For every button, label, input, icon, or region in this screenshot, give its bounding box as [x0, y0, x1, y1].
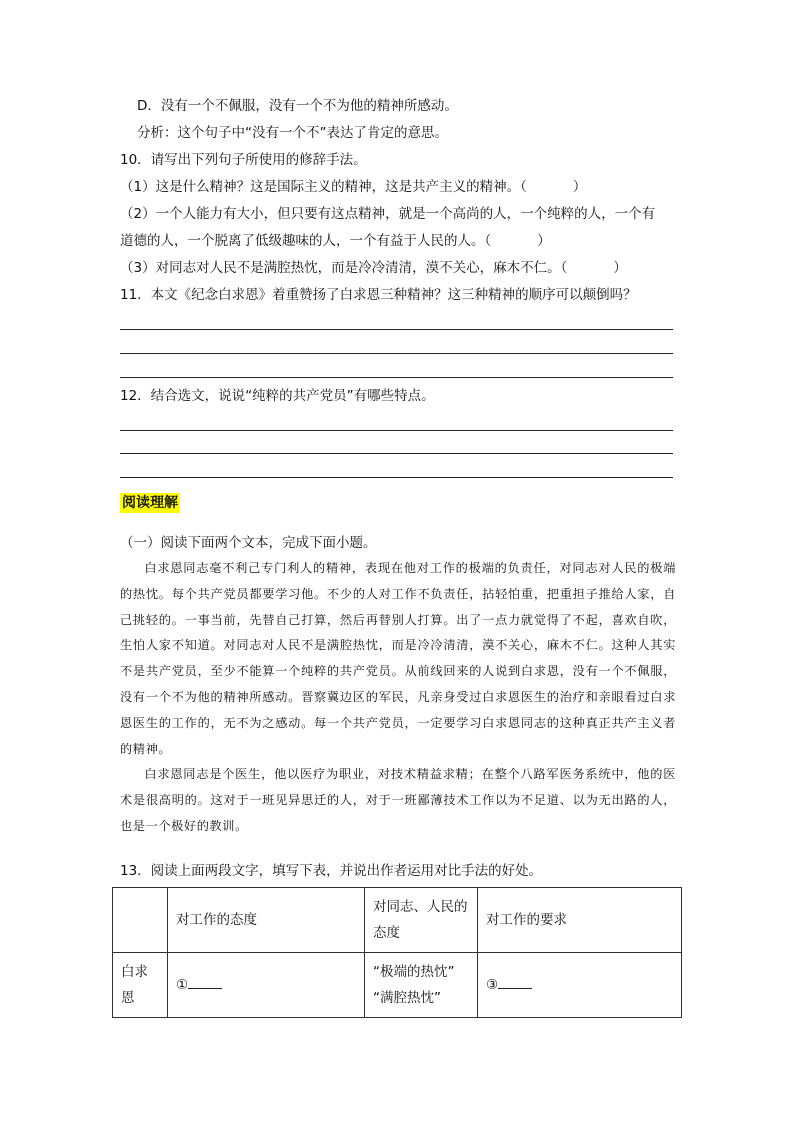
- q10-item-1: [120, 178, 586, 196]
- section-title-reading: 阅读理解: [122, 495, 178, 511]
- q12-stem: 12．结合选文，说说“纯粹的共产党员”有哪些特点。: [120, 388, 435, 404]
- table-header-cell: 对工作的要求: [478, 888, 682, 953]
- q10-item-3: [120, 259, 627, 277]
- q12-answer-line-1[interactable]: [120, 430, 673, 431]
- table-header-cell: 对工作的态度: [168, 888, 365, 953]
- q10-item-1-text: （1）这是什么精神？这是国际主义的精神，这是共产主义的精神。（: [120, 179, 527, 195]
- answer-blank-3[interactable]: [498, 974, 532, 989]
- answer-blank-1[interactable]: [188, 974, 222, 989]
- q10-stem: 10．请写出下列句子所使用的修辞手法。: [120, 152, 367, 168]
- passage-paragraph-1: 白求恩同志毫不利己专门利人的精神，表现在他对工作的极端的负责任，对同志对人民的极端的热忱。每个共产党员都要学习他。不少的人对工作不负责任，拈轻怕重，把重担子推给人家，自己挑轻的。一事当前，先替自己打算，然后再替别人打算。出了一点力就觉得了不起，喜欢自吹，生怕人家不知道。对同志对人民不是满腔热忱，而是冷冷清清，漠不关心，麻木不仁。这种人其实不是共产党员，至少不能算一个纯粹的共产党员。从前线回来的人说到白求恩，没有一个不佩服，没有一个不为他的精神所感动。晋察冀边区的军民，凡亲身受过白求恩医生的治疗和亲眼看过白求恩医生的工作的，无不为之感动。每一个共产党员，一定要学习白求恩同志的这种真正共产主义者的精神。: [120, 561, 676, 756]
- table-cell-work-requirement[interactable]: [478, 953, 682, 1018]
- circled-number-3: ③: [486, 977, 499, 993]
- passage-paragraph-2: 白求恩同志是个医生，他以医疗为职业，对技术精益求精；在整个八路军医务系统中，他的医术是很高明的。这对于一班见异思迁的人，对于一班鄙薄技术工作以为不足道、以为无出路的人，也是一个极好的教训。: [120, 767, 676, 833]
- table-cell-attitude-to-people: [365, 953, 478, 1018]
- close-paren: ）: [537, 233, 551, 249]
- close-paren: ）: [613, 260, 627, 276]
- comparison-table: [112, 887, 682, 1018]
- reading-passage: [120, 556, 676, 840]
- q11-stem: 11．本文《纪念白求恩》着重赞扬了白求恩三种精神？这三种精神的顺序可以颠倒吗？: [120, 287, 637, 303]
- q10-item-2-text: 道德的人，一个脱离了低级趣味的人，一个有益于人民的人。（: [120, 233, 492, 249]
- q9-option-d: D．没有一个不佩服，没有一个不为他的精神所感动。: [137, 98, 458, 114]
- q10-item-2-line-b: [120, 232, 551, 250]
- close-paren: ）: [572, 179, 587, 195]
- table-header-cell: [113, 888, 168, 953]
- q12-answer-line-2[interactable]: [120, 453, 673, 454]
- table-row: [113, 953, 682, 1018]
- q13-stem: 13．阅读上面两段文字，填写下表，并说出作者运用对比手法的好处。: [120, 863, 543, 879]
- q12-answer-line-3[interactable]: [120, 477, 673, 478]
- q10-item-2-line-a: （2）一个人能力有大小，但只要有这点精神，就是一个高尚的人，一个纯粹的人，一个有: [120, 206, 656, 222]
- q10-item-3-text: （3）对同志对人民不是满腔热忱，而是冷冷清清，漠不关心，麻木不仁。（: [120, 260, 568, 276]
- table-header-row: [113, 888, 682, 953]
- table-header-cell: 对同志、人民的态度: [365, 888, 478, 953]
- table-cell-work-attitude[interactable]: [168, 953, 365, 1018]
- q11-answer-line-2[interactable]: [120, 353, 673, 354]
- section-intro: （一）阅读下面两个文本，完成下面小题。: [120, 535, 377, 551]
- q11-answer-line-1[interactable]: [120, 329, 673, 330]
- table-row-label: 白求恩: [113, 953, 168, 1018]
- circled-number-1: ①: [176, 977, 189, 993]
- table-cell-text: “极端的热忱”: [373, 964, 455, 980]
- q9-analysis: 分析：这个句子中“没有一个不”表达了肯定的意思。: [137, 125, 448, 141]
- table-cell-text: “满腔热忱”: [373, 990, 441, 1006]
- q11-answer-line-3[interactable]: [120, 377, 673, 378]
